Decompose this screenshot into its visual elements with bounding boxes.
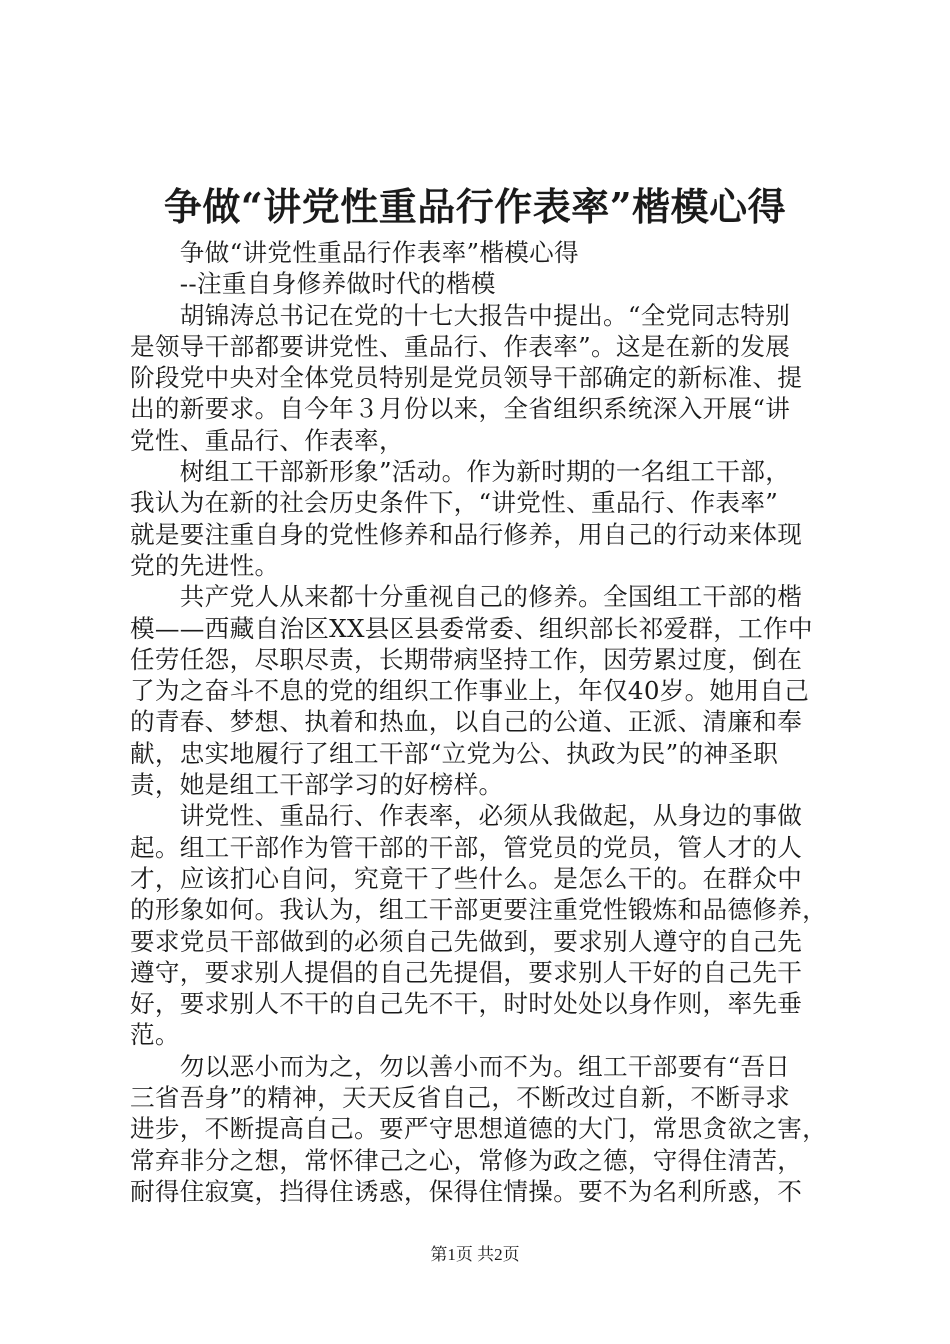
body-line: --注重自身修养做时代的楷模 xyxy=(130,269,496,299)
page-footer: 第1页 共2页 xyxy=(430,1245,520,1264)
body-line: 我认为在新的社会历史条件下，“讲党性、重品行、作表率” xyxy=(130,488,779,518)
body-line: 就是要注重自身的党性修养和品行修养，用自己的行动来体现 xyxy=(130,519,803,549)
body-line: 耐得住寂寞，挡得住诱惑，保得住情操。要不为名利所惑，不 xyxy=(130,1176,803,1206)
body-line: 树组工干部新形象”活动。作为新时期的一名组工干部， xyxy=(130,457,791,487)
body-line: 任劳任怨，尽职尽责，长期带病坚持工作，因劳累过度，倒在 xyxy=(130,644,803,674)
body-line: 好，要求别人不干的自己先不干，时时处处以身作则，率先垂 xyxy=(130,989,803,1019)
body-line: 范。 xyxy=(130,1020,180,1050)
body-line: 共产党人从来都十分重视自己的修养。全国组工干部的楷 xyxy=(130,582,803,612)
body-line: 责，她是组工干部学习的好榜样。 xyxy=(130,770,504,800)
body-line: 进步，不断提高自己。要严守思想道德的大门，常思贪欲之害， xyxy=(130,1114,828,1144)
body-line: 的形象如何。我认为，组工干部更要注重党性锻炼和品德修养， xyxy=(130,895,828,925)
document-body xyxy=(130,237,828,1207)
body-line: 阶段党中央对全体党员特别是党员领导干部确定的新标准、提 xyxy=(130,363,803,393)
body-line: 了为之奋斗不息的党的组织工作事业上，年仅40岁。她用自己 xyxy=(130,676,810,706)
body-line: 是领导干部都要讲党性、重品行、作表率”。这是在新的发展 xyxy=(130,331,791,361)
body-line: 讲党性、重品行、作表率，必须从我做起，从身边的事做 xyxy=(130,801,803,831)
body-line: 党的先进性。 xyxy=(130,550,280,580)
body-line: 献，忠实地履行了组工干部“立党为公、执政为民”的神圣职 xyxy=(130,738,779,768)
body-line: 争做“讲党性重品行作表率”楷模心得 xyxy=(130,238,579,267)
body-line: 勿以恶小而为之，勿以善小而不为。组工干部要有“吾日 xyxy=(130,1051,791,1081)
document-title: 争做“讲党性重品行作表率”楷模心得 xyxy=(163,184,787,229)
body-line: 遵守，要求别人提倡的自己先提倡，要求别人干好的自己先干 xyxy=(130,957,803,987)
body-line: 常弃非分之想，常怀律己之心，常修为政之德，守得住清苦， xyxy=(130,1145,803,1175)
body-line: 三省吾身”的精神，天天反省自己，不断改过自新，不断寻求 xyxy=(130,1083,791,1113)
body-line: 起。组工干部作为管干部的干部，管党员的党员，管人才的人 xyxy=(130,832,803,862)
body-line: 模——西藏自治区XX县区县委常委、组织部长祁爱群，工作中 xyxy=(130,613,813,643)
body-line: 要求党员干部做到的必须自己先做到，要求别人遵守的自己先 xyxy=(130,926,803,956)
body-line: 出的新要求。自今年３月份以来，全省组织系统深入开展“讲 xyxy=(130,394,791,424)
body-line: 胡锦涛总书记在党的十七大报告中提出。“全党同志特别 xyxy=(130,300,791,330)
body-line: 才，应该扪心自问，究竟干了些什么。是怎么干的。在群众中 xyxy=(130,863,803,893)
body-line: 党性、重品行、作表率， xyxy=(130,425,404,455)
body-line: 的青春、梦想、执着和热血，以自己的公道、正派、清廉和奉 xyxy=(130,707,803,737)
